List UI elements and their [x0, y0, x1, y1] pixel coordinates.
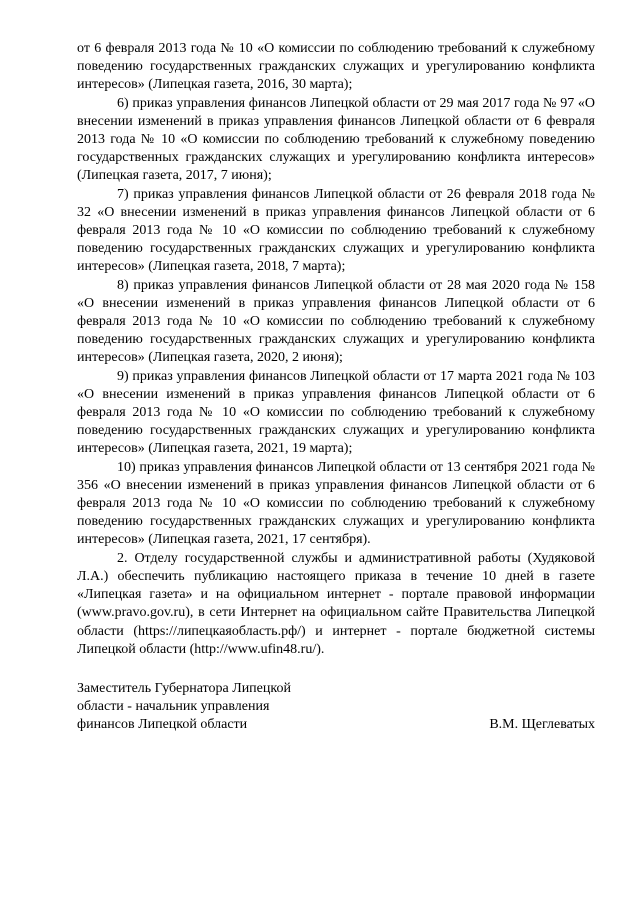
- signature-final-row: [77, 716, 595, 734]
- paragraph-item-7: 7) приказ управления финансов Липецкой области от 26 февраля 2018 года № 32 «О внесении изменений в приказ управления финансов Липецкой области от 6 февраля 2013 года № 10 «О комиссии по соблюдению требований к служебному поведению государственных гражданских служащих и урегулированию конфликта интересов» (Липецкая газета, 2018, 7 марта);: [77, 186, 595, 275]
- paragraph-item-6: 6) приказ управления финансов Липецкой области от 29 мая 2017 года № 97 «О внесении изменений в приказ управления финансов Липецкой области от 6 февраля 2013 года № 10 «О комиссии по соблюдению требований к служебному поведению государственных гражданских служащих и урегулированию конфликта интересов» (Липецкая газета, 2017, 7 июня);: [77, 95, 595, 184]
- paragraph-item-8: 8) приказ управления финансов Липецкой области от 28 мая 2020 года № 158 «О внесении изменений в приказ управления финансов Липецкой области от 6 февраля 2013 года № 10 «О комиссии по соблюдению требований к служебному поведению государственных гражданских служащих и урегулированию конфликта интересов» (Липецкая газета, 2020, 2 июня);: [77, 277, 595, 366]
- signature-position-line-2: области - начальник управления: [77, 699, 270, 714]
- signature-position-line-1: Заместитель Губернатора Липецкой: [77, 681, 291, 696]
- paragraph-item-10: 10) приказ управления финансов Липецкой области от 13 сентября 2021 года № 356 «О внесении изменений в приказ управления финансов Липецкой области от 6 февраля 2013 года № 10 «О комиссии по соблюдению требований к служебному поведению государственных гражданских служащих и урегулированию конфликта интересов» (Липецкая газета, 2021, 17 сентября).: [77, 459, 595, 548]
- paragraph-section-2: 2. Отделу государственной службы и административной работы (Худяковой Л.А.) обеспечить публикацию настоящего приказа в течение 10 дней в газете «Липецкая газета» и на официальном интернет - портале правовой информации (www.pravo.gov.ru), в сети Интернет на официальном сайте Правительства Липецкой области (https://липецкаяобласть.рф/) и интернет - портале бюджетной системы Липецкой области (http://www.ufin48.ru/).: [77, 550, 595, 657]
- signature-position-line-3: финансов Липецкой области: [77, 717, 248, 732]
- signature-block: [77, 680, 595, 734]
- paragraph-item-9: 9) приказ управления финансов Липецкой области от 17 марта 2021 года № 103 «О внесении изменений в приказ управления финансов Липецкой области от 6 февраля 2013 года № 10 «О комиссии по соблюдению требований к служебному поведению государственных гражданских служащих и урегулированию конфликта интересов» (Липецкая газета, 2021, 19 марта);: [77, 368, 595, 457]
- paragraph-continuation: от 6 февраля 2013 года № 10 «О комиссии по соблюдению требований к служебному поведению государственных гражданских служащих и урегулированию конфликта интересов» (Липецкая газета, 2016, 30 марта);: [77, 41, 595, 93]
- document-body: [77, 40, 595, 659]
- signatory-name: В.М. Щеглеватых: [489, 717, 595, 732]
